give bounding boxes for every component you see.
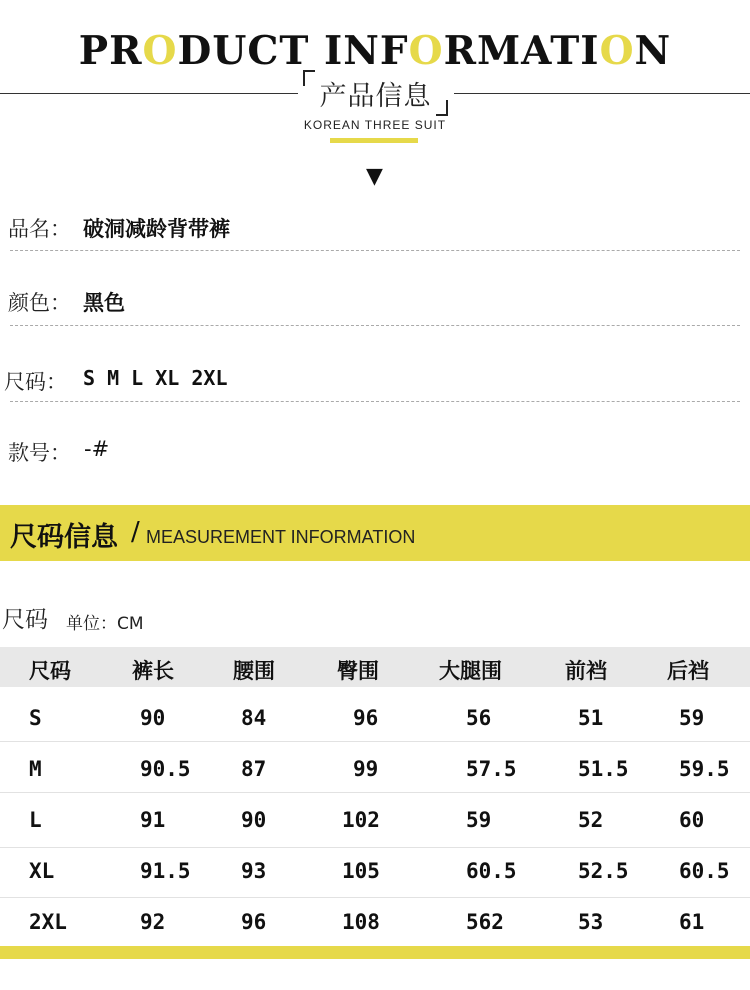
table-cell: 562 <box>466 910 504 934</box>
table-cell: 56 <box>466 706 492 730</box>
table-cell: 99 <box>353 757 379 781</box>
info-label: 颜色： <box>8 291 71 315</box>
info-label: 款号： <box>8 441 71 465</box>
header-divider-right <box>454 93 750 94</box>
bottom-accent-bar <box>0 946 750 959</box>
title-part: RMATI <box>443 28 600 74</box>
table-cell: 108 <box>342 910 380 934</box>
table-cell: 96 <box>241 910 267 934</box>
title-part-accent: O <box>142 28 178 74</box>
dashed-divider <box>10 250 740 251</box>
header-accent-bar <box>330 138 418 143</box>
table-cell: 102 <box>342 808 380 832</box>
table-cell: XL <box>29 859 55 883</box>
table-cell: 59.5 <box>679 757 730 781</box>
title-part: DUCT INF <box>177 28 409 74</box>
title-part-accent: O <box>599 28 635 74</box>
table-header-cell: 腰围 <box>233 659 275 683</box>
dashed-divider <box>10 325 740 326</box>
table-cell: 90.5 <box>140 757 191 781</box>
table-row <box>0 910 750 940</box>
table-cell: 91 <box>140 808 166 832</box>
table-cell: S <box>29 706 42 730</box>
table-cell: L <box>29 808 42 832</box>
table-cell: 60.5 <box>466 859 517 883</box>
table-cell: 90 <box>140 706 166 730</box>
table-cell: 2XL <box>29 910 67 934</box>
table-cell: 60.5 <box>679 859 730 883</box>
table-header-cell: 前裆 <box>565 659 607 683</box>
table-cell: 52 <box>578 808 604 832</box>
row-divider <box>0 792 750 793</box>
table-header-cell: 裤长 <box>132 659 174 683</box>
table-cell: 90 <box>241 808 267 832</box>
table-cell: 92 <box>140 910 166 934</box>
table-cell: 93 <box>241 859 267 883</box>
info-label: 品名： <box>8 217 71 241</box>
section-slash: / <box>131 517 140 547</box>
info-row-color <box>0 287 750 327</box>
header-divider-left <box>0 93 298 94</box>
info-row-name <box>0 213 750 253</box>
title-part: N <box>634 28 672 74</box>
down-arrow-icon: ▼ <box>366 164 383 189</box>
row-divider <box>0 847 750 848</box>
table-row <box>0 808 750 838</box>
info-row-size <box>0 366 750 406</box>
table-cell: M <box>29 757 42 781</box>
table-row <box>0 757 750 787</box>
table-cell: 61 <box>679 910 705 934</box>
dashed-divider <box>10 401 740 402</box>
table-header <box>0 647 750 687</box>
info-row-style <box>0 437 750 477</box>
table-cell: 91.5 <box>140 859 191 883</box>
unit-label: 单位：CM <box>66 614 144 634</box>
page-title <box>0 28 750 74</box>
table-cell: 84 <box>241 706 267 730</box>
row-divider <box>0 897 750 898</box>
table-cell: 105 <box>342 859 380 883</box>
table-cell: 60 <box>679 808 705 832</box>
table-cell: 51 <box>578 706 604 730</box>
row-divider <box>0 741 750 742</box>
size-label: 尺码 <box>2 607 48 633</box>
info-value: S M L XL 2XL <box>83 366 228 390</box>
table-row <box>0 859 750 889</box>
table-header-cell: 大腿围 <box>439 659 502 683</box>
section-title-cn: 尺码信息 <box>10 522 118 553</box>
title-part-accent: O <box>408 28 444 74</box>
table-cell: 96 <box>353 706 379 730</box>
table-header-cell: 臀围 <box>337 659 379 683</box>
table-cell: 53 <box>578 910 604 934</box>
table-cell: 59 <box>466 808 492 832</box>
table-cell: 51.5 <box>578 757 629 781</box>
table-cell: 52.5 <box>578 859 629 883</box>
header-subtitle: KOREAN THREE SUIT <box>303 118 447 132</box>
table-cell: 59 <box>679 706 705 730</box>
info-value: 黑色 <box>83 291 125 315</box>
title-part: PR <box>78 28 143 74</box>
table-row <box>0 706 750 736</box>
info-value: -# <box>84 437 110 461</box>
header-cn-title: 产品信息 <box>319 81 432 112</box>
header-cn-frame <box>303 70 448 116</box>
table-header-cell: 后裆 <box>667 659 709 683</box>
table-cell: 87 <box>241 757 267 781</box>
table-header-cell: 尺码 <box>29 659 71 683</box>
table-cell: 57.5 <box>466 757 517 781</box>
info-label: 尺码： <box>4 370 67 394</box>
info-value: 破洞减龄背带裤 <box>83 217 230 241</box>
section-title-en: MEASUREMENT INFORMATION <box>146 527 416 547</box>
section-band <box>0 505 750 561</box>
